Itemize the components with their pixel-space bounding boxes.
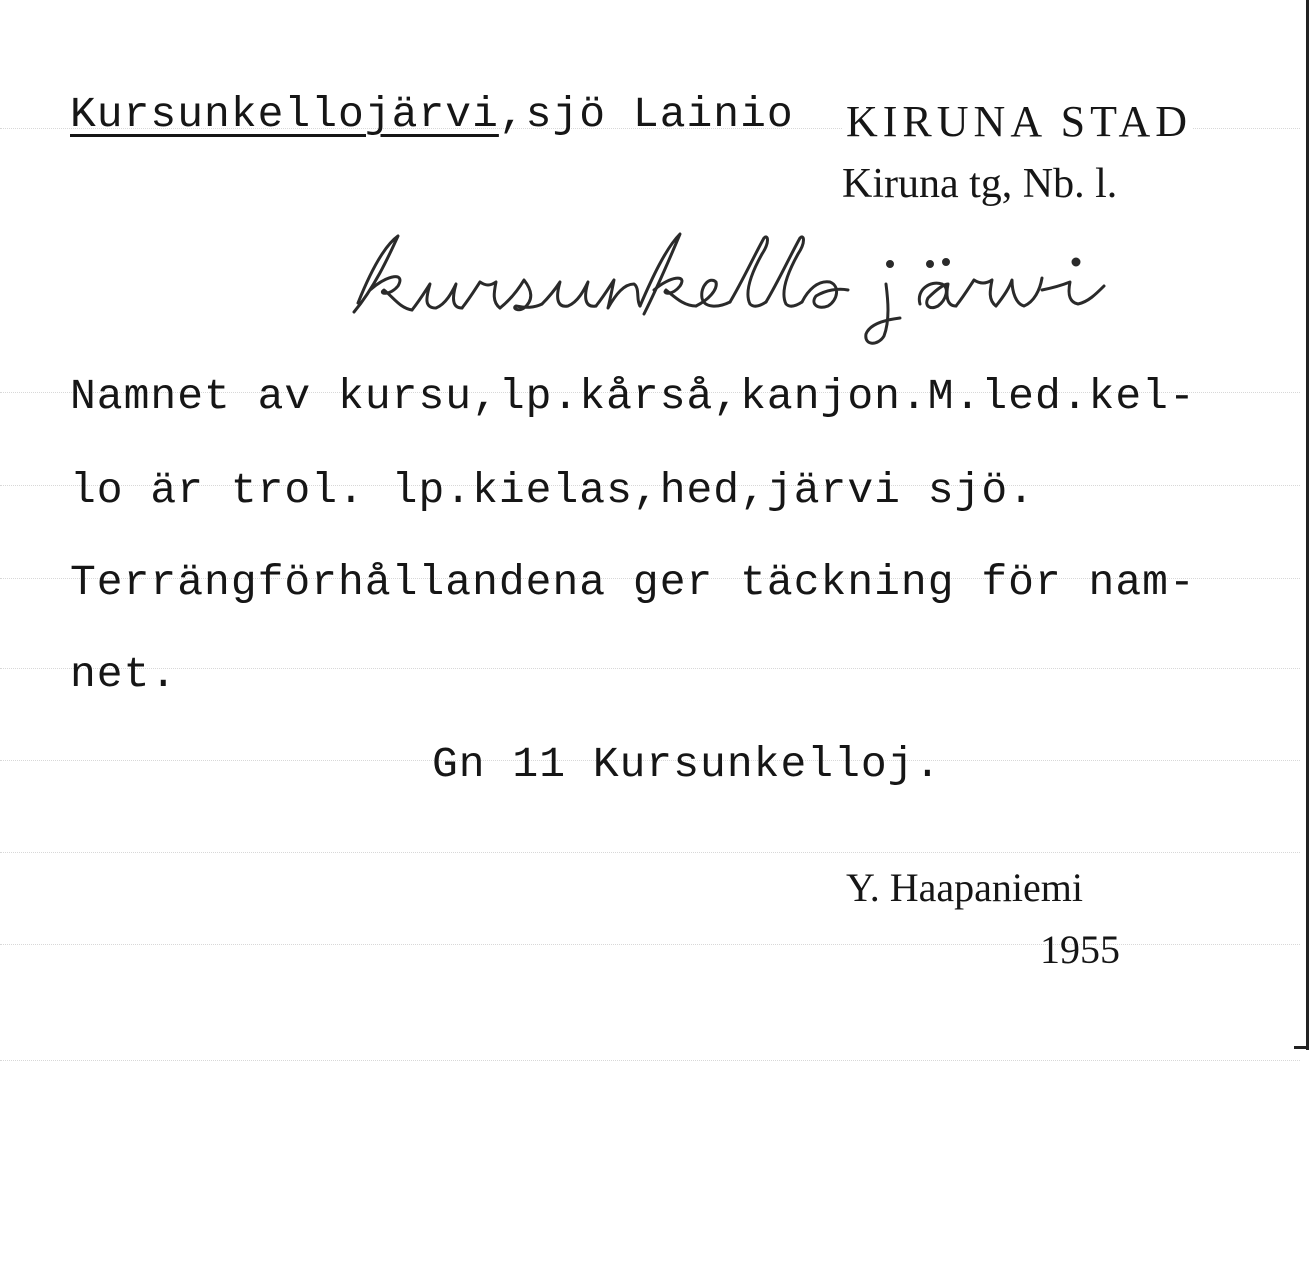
year: 1955 [1040,927,1120,972]
handwritten-name [340,228,1160,348]
body-line-2: lo är trol. lp.kielas,hed,järvi sjö. [70,466,1035,515]
card-right-edge [1306,0,1309,1050]
reference-line: Gn 11 Kursunkelloj. [432,740,942,789]
header-line [70,90,794,139]
ruled-line [0,668,1300,669]
card-corner-mark [1294,1046,1308,1049]
body-line-3: Terrängförhållandena ger täckning för nam- [70,558,1196,607]
headword-suffix: ,sjö Lainio [498,90,794,139]
author-name: Y. Haapaniemi [846,865,1083,910]
body-line-1: Namnet av kursu,lp.kårså,kanjon.M.led.kel- [70,372,1196,421]
stamp-area: Kiruna tg, Nb. l. [842,161,1118,207]
body-line-4: net. [70,650,178,699]
ruled-line [0,1060,1300,1061]
stamp-city: KIRUNA STAD [842,96,1192,147]
headword: Kursunkellojärvi [70,90,499,139]
ruled-line [0,852,1300,853]
